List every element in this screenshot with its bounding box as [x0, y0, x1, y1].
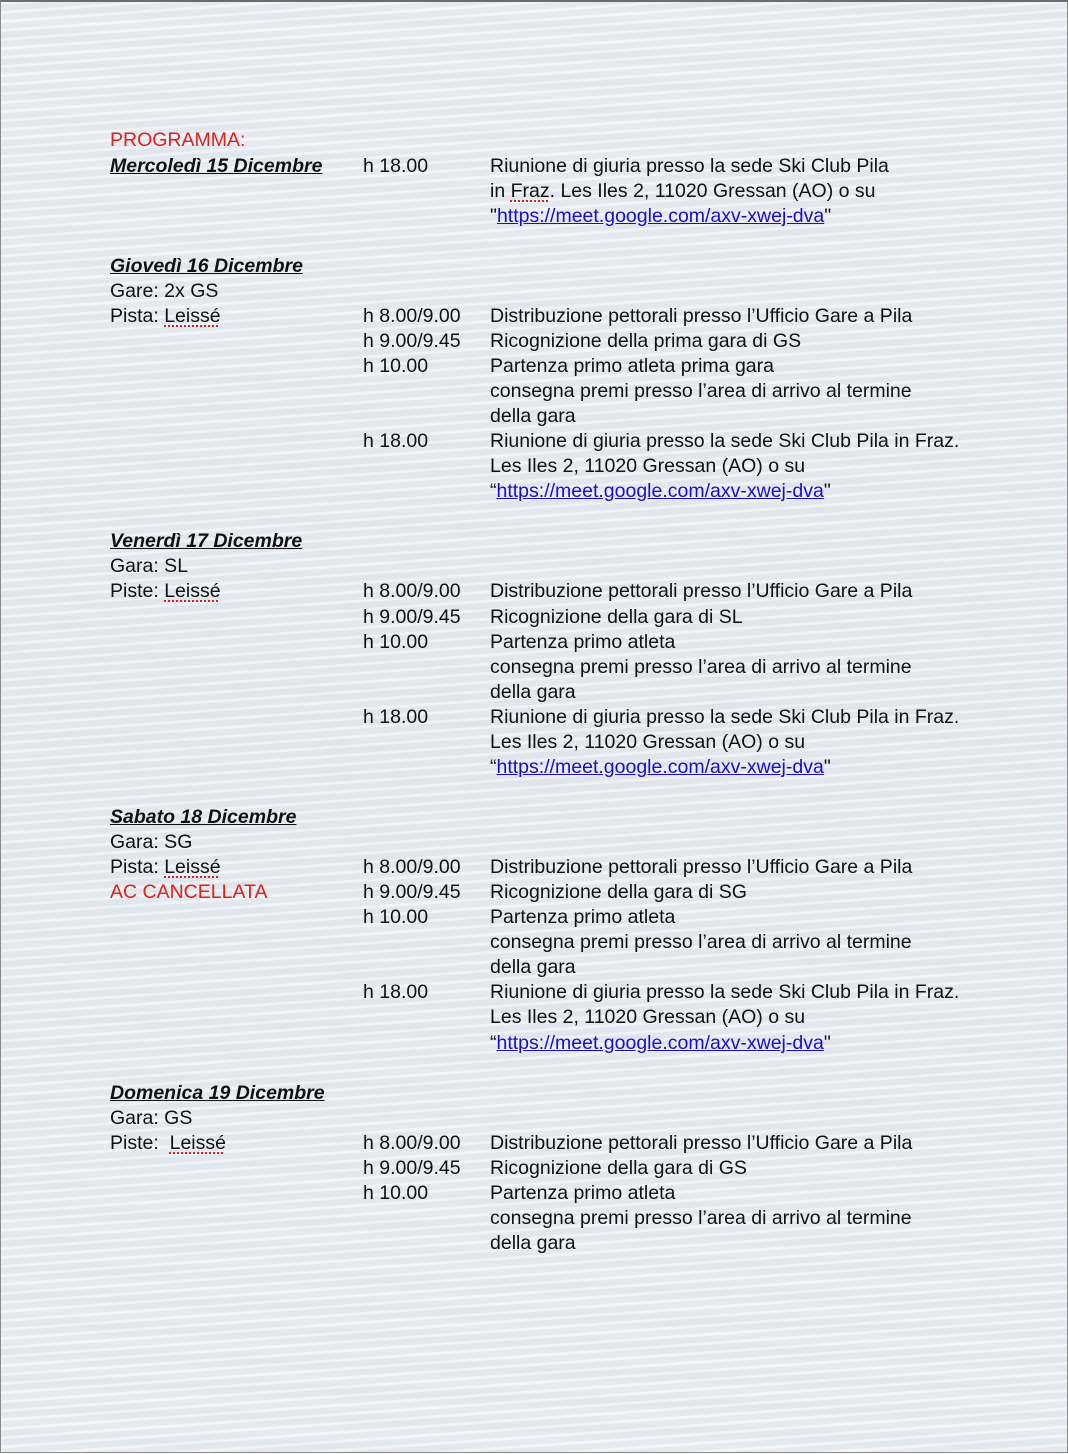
schedule-text: della gara [490, 681, 576, 703]
slope-name: Leissé [169, 1132, 226, 1154]
time-label: h 10.00 [363, 906, 429, 928]
meeting-link-line [490, 479, 831, 504]
schedule-text: consegna premi presso l’area di arrivo al termine [490, 380, 912, 402]
time-label: h 10.00 [363, 1182, 429, 1204]
schedule-text: Distribuzione pettorali presso l’Ufficio Gare a Pila [490, 1132, 913, 1154]
slope-label [110, 304, 221, 329]
meet-link[interactable]: https://meet.google.com/axv-xwej-dva [496, 1032, 824, 1054]
time-label: h 8.00/9.00 [363, 1132, 461, 1154]
race-type: Gara: GS [110, 1107, 193, 1129]
time-label: h 10.00 [363, 631, 429, 653]
text-fragment: Piste: [110, 1132, 170, 1154]
schedule-text: consegna premi presso l’area di arrivo al termine [490, 656, 912, 678]
day-title-mercoledi: Mercoledì 15 Dicembre [110, 155, 323, 177]
schedule-text: Partenza primo atleta [490, 906, 676, 928]
schedule-text: Distribuzione pettorali presso l’Ufficio Gare a Pila [490, 580, 913, 602]
time-label: h 18.00 [363, 155, 429, 177]
time-label: h 18.00 [363, 430, 429, 452]
schedule-text: Ricognizione della gara di SG [490, 881, 747, 903]
time-label: h 18.00 [363, 981, 429, 1003]
time-label: h 9.00/9.45 [363, 330, 461, 352]
text-fragment: Pista: [110, 305, 165, 327]
schedule-text: Ricognizione della prima gara di GS [490, 330, 802, 352]
schedule-text: Partenza primo atleta [490, 631, 676, 653]
time-label: h 9.00/9.45 [363, 606, 461, 628]
race-type: Gara: SG [110, 831, 193, 853]
quote-close: " [823, 1032, 831, 1054]
schedule-text: Riunione di giuria presso la sede Ski Club Pila in Fraz. [490, 981, 960, 1003]
slope-name: Leissé [164, 580, 221, 602]
schedule-text: della gara [490, 405, 576, 427]
schedule-text: consegna premi presso l’area di arrivo al termine [490, 1207, 912, 1229]
race-type: Gare: 2x GS [110, 280, 219, 302]
quote-open: “ [490, 1032, 497, 1054]
meet-link[interactable]: https://meet.google.com/axv-xwej-dva [496, 756, 824, 778]
meeting-link-line [490, 204, 831, 229]
meet-link[interactable]: https://meet.google.com/axv-xwej-dva [496, 480, 824, 502]
schedule-text: Les Iles 2, 11020 Gressan (AO) o su [490, 455, 806, 477]
schedule-text: Riunione di giuria presso la sede Ski Club Pila [490, 155, 889, 177]
race-type: Gara: SL [110, 555, 189, 577]
schedule-text: Partenza primo atleta prima gara [490, 355, 774, 377]
schedule-text [490, 179, 876, 204]
schedule-text: Distribuzione pettorali presso l’Ufficio Gare a Pila [490, 305, 913, 327]
schedule-text: Riunione di giuria presso la sede Ski Club Pila in Fraz. [490, 706, 960, 728]
schedule-text: Les Iles 2, 11020 Gressan (AO) o su [490, 1006, 806, 1028]
schedule-text: Riunione di giuria presso la sede Ski Club Pila in Fraz. [490, 430, 960, 452]
quote-close: " [823, 480, 831, 502]
quote-close: " [824, 205, 832, 227]
day-title-giovedi: Giovedì 16 Dicembre [110, 255, 303, 277]
schedule-text: Partenza primo atleta [490, 1182, 676, 1204]
time-label: h 9.00/9.45 [363, 1157, 461, 1179]
quote-open: “ [490, 480, 497, 502]
time-label: h 8.00/9.00 [363, 856, 461, 878]
schedule-text: Les Iles 2, 11020 Gressan (AO) o su [490, 731, 806, 753]
schedule-text: Ricognizione della gara di SL [490, 606, 743, 628]
schedule-text: Distribuzione pettorali presso l’Ufficio Gare a Pila [490, 856, 913, 878]
text-fragment: in [490, 180, 511, 202]
slope-name: Leissé [164, 856, 221, 878]
day-title-sabato: Sabato 18 Dicembre [110, 806, 297, 828]
time-label: h 9.00/9.45 [363, 881, 461, 903]
schedule-text: consegna premi presso l’area di arrivo al termine [490, 931, 912, 953]
schedule-text: della gara [490, 1232, 576, 1254]
time-label: h 8.00/9.00 [363, 580, 461, 602]
text-fragment: Pista: [110, 856, 165, 878]
slope-name: Leissé [164, 305, 221, 327]
quote-close: " [823, 756, 831, 778]
time-label: h 18.00 [363, 706, 429, 728]
cancelled-notice: AC CANCELLATA [110, 881, 268, 903]
quote-open: “ [490, 756, 497, 778]
day-title-domenica: Domenica 19 Dicembre [110, 1082, 325, 1104]
schedule-text: Ricognizione della gara di GS [490, 1157, 747, 1179]
slope-label [110, 579, 221, 604]
quote-open: " [490, 205, 497, 227]
day-title-venerdi: Venerdì 17 Dicembre [110, 530, 303, 552]
spellcheck-word: Fraz [510, 180, 550, 202]
text-fragment: . Les Iles 2, 11020 Gressan (AO) o su [549, 180, 876, 202]
slope-label [110, 1131, 226, 1156]
text-fragment: Piste: [110, 580, 165, 602]
time-label: h 10.00 [363, 355, 429, 377]
meet-link[interactable]: https://meet.google.com/axv-xwej-dva [496, 205, 825, 227]
program-heading: PROGRAMMA: [110, 129, 246, 151]
slope-label [110, 855, 221, 880]
meeting-link-line [490, 1031, 831, 1056]
meeting-link-line [490, 755, 831, 780]
schedule-text: della gara [490, 956, 576, 978]
time-label: h 8.00/9.00 [363, 305, 461, 327]
